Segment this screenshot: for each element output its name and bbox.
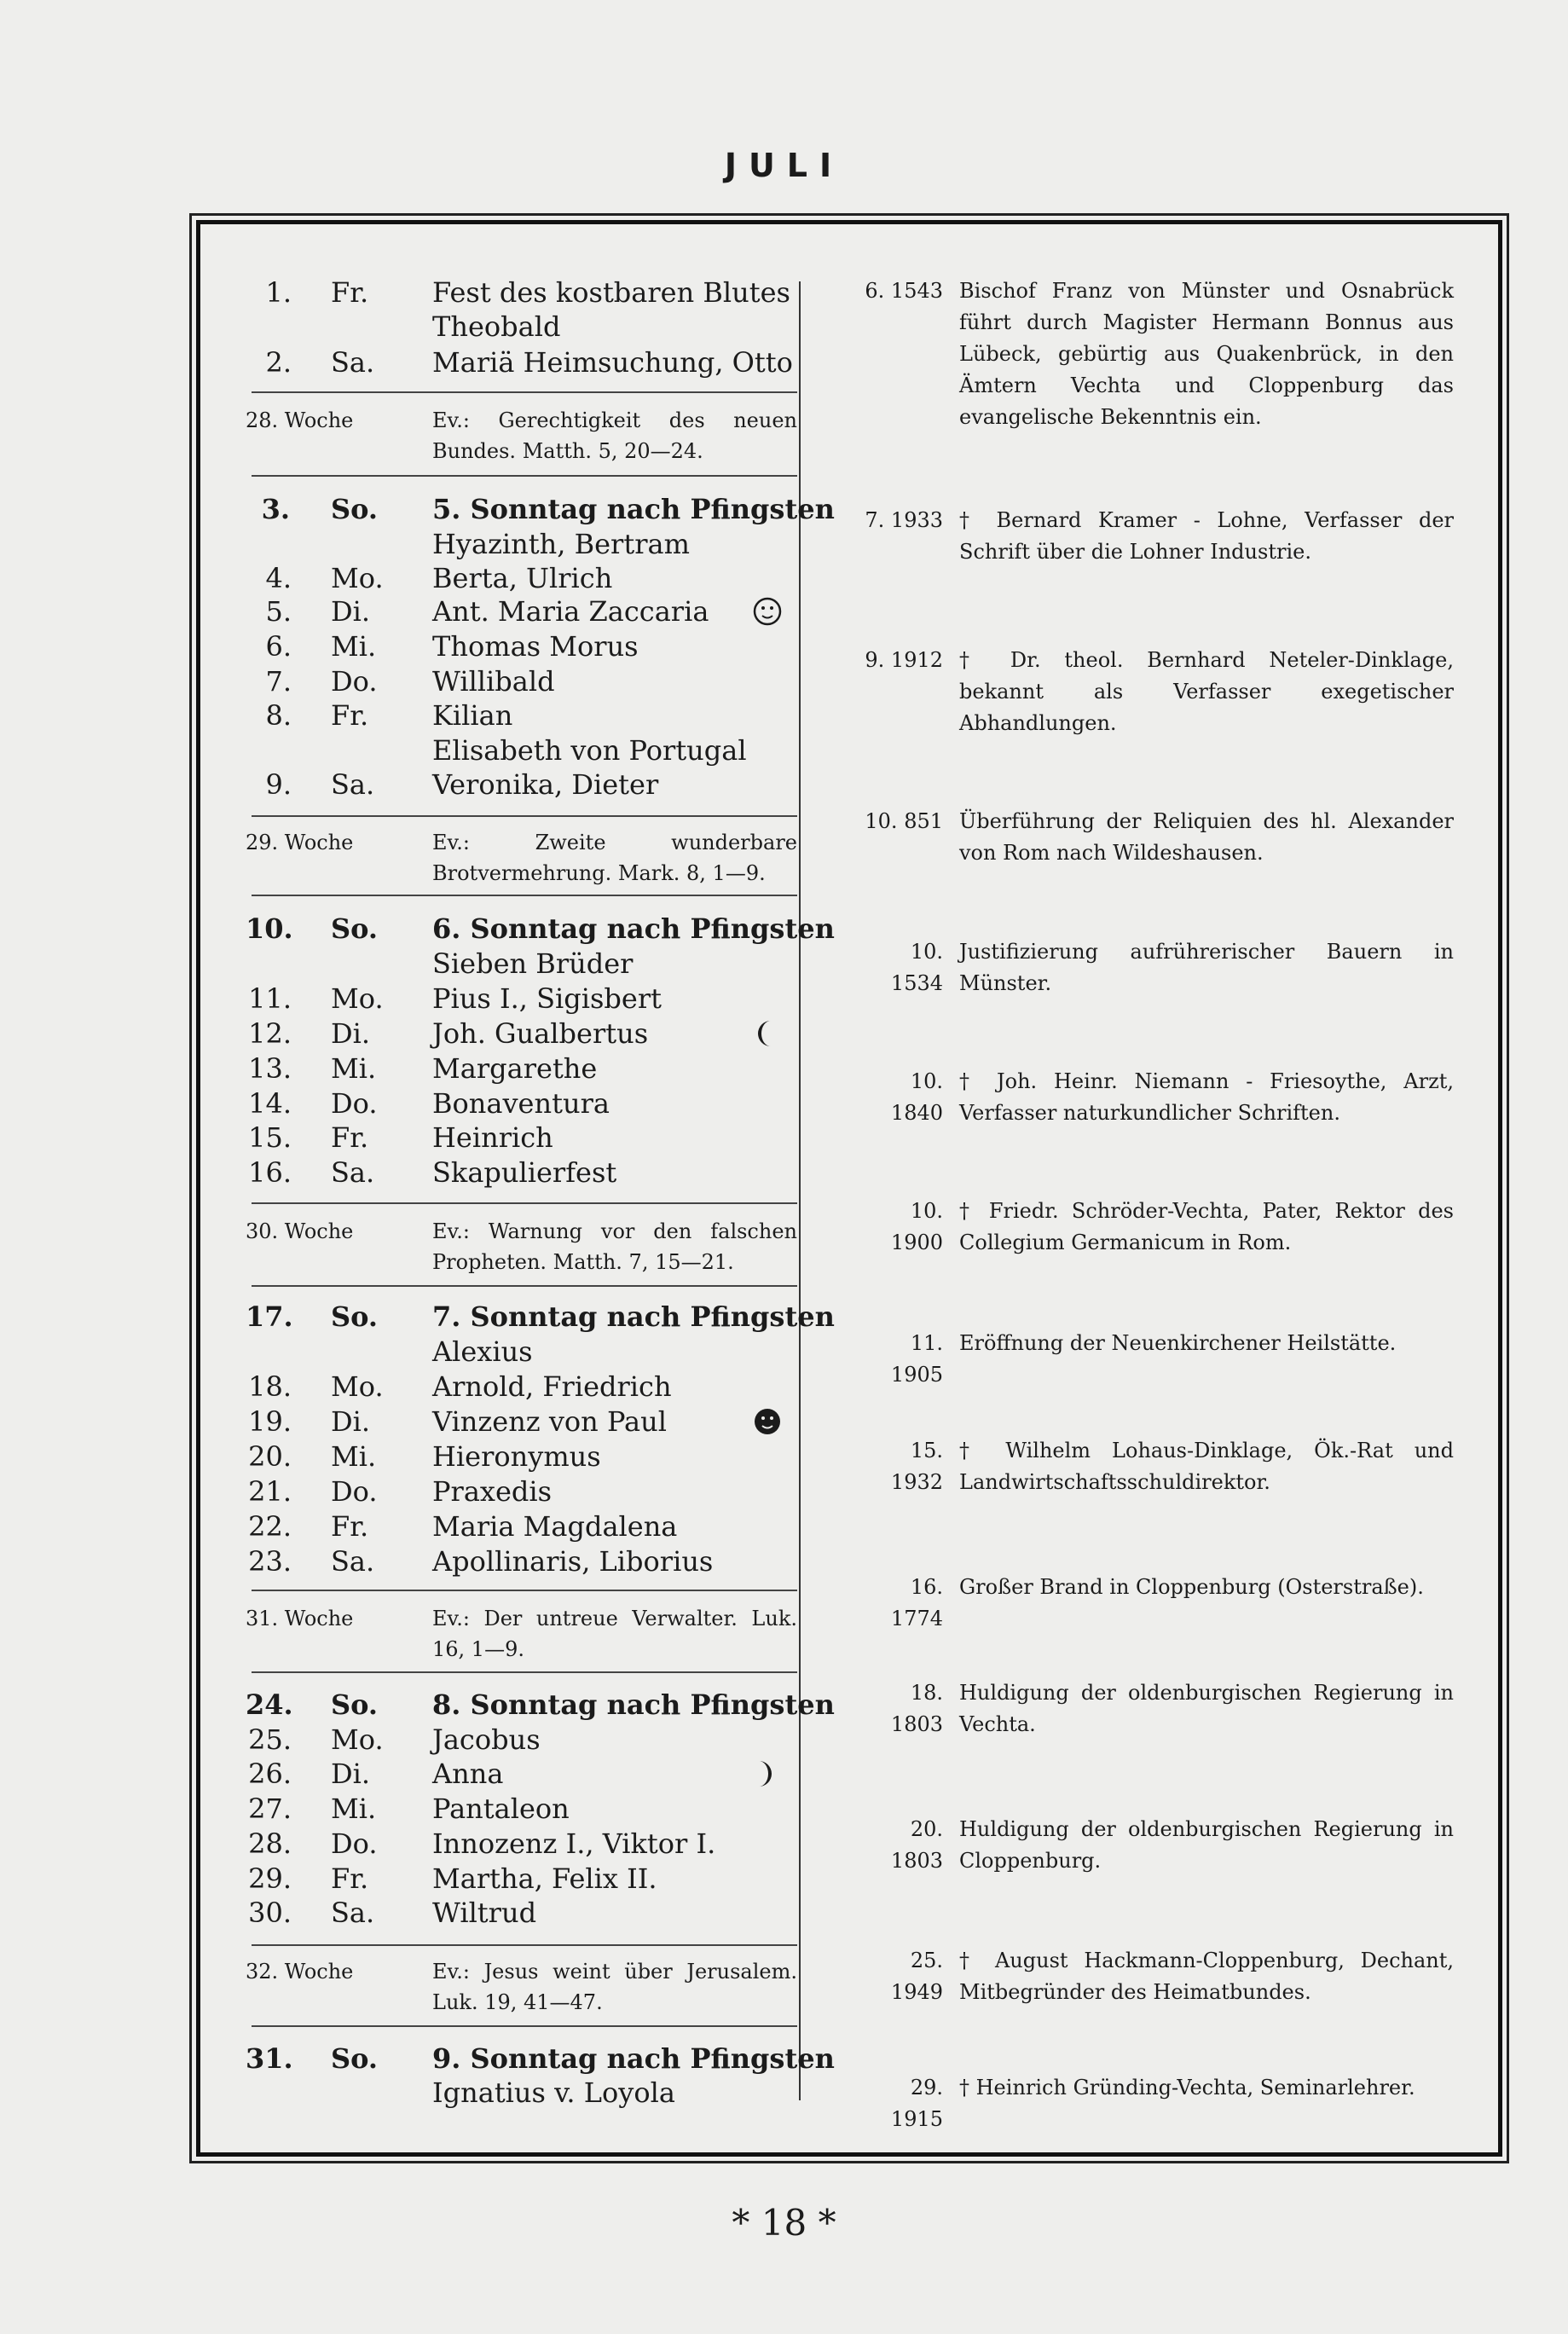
event-date: 7. 1933 (865, 508, 943, 532)
weekday: So. (331, 912, 379, 945)
day-number: 24. (246, 1688, 293, 1721)
weekday: Sa. (331, 1897, 375, 1929)
calendar-row (0, 1896, 1568, 1931)
saint-name: Willibald (432, 665, 555, 698)
day-number: 13. (248, 1052, 292, 1085)
gospel-reading: Ev.: Jesus weint über Jerusalem. Luk. 19, 41—47. (432, 1960, 797, 2014)
event-date: 10. 1900 (890, 1199, 943, 1254)
day-number: 28. (248, 1827, 292, 1860)
day-number: 25. (248, 1723, 292, 1756)
saint-name: Wiltrud (432, 1897, 537, 1929)
calendar-row (0, 1404, 1568, 1439)
saint-name: Kilian (432, 699, 513, 732)
saint-name: Berta, Ulrich (432, 562, 613, 594)
week-note (0, 1603, 1568, 1671)
weekday: Di. (331, 1758, 371, 1790)
saint-name: Mariä Heimsuchung, Otto (432, 346, 793, 379)
gospel-reading: Ev.: Warnung vor den falschen Propheten. Matth. 7, 15—21. (432, 1219, 797, 1274)
saint-name: Fest des kostbaren Blutes (432, 276, 790, 309)
day-number: 15. (248, 1121, 292, 1154)
sunday-title: 8. Sonntag nach Pfingsten (432, 1688, 835, 1721)
weekday: Mo. (331, 1370, 384, 1403)
day-number: 6. (265, 630, 292, 663)
sunday-title: 6. Sonntag nach Pfingsten (432, 912, 835, 945)
weekday: Mi. (331, 1052, 377, 1085)
day-number: 9. (265, 768, 292, 801)
week-separator-bottom (252, 1671, 797, 1673)
saint-name: Ant. Maria Zaccaria (432, 595, 709, 628)
day-number: 26. (248, 1758, 292, 1790)
event-text: † Wilhelm Lohaus-Dinklage, Ök.-Rat und Landwirtschaftsschuldirektor. (959, 1439, 1454, 1494)
weekday: Di. (331, 1405, 371, 1438)
saint-name: Sieben Brüder (432, 947, 634, 980)
weekday: So. (331, 1688, 379, 1721)
event-text: † Bernard Kramer - Lohne, Verfasser der Schrift über die Lohner Industrie. (959, 508, 1454, 564)
weekday: Sa. (331, 346, 375, 379)
gospel-reading: Ev.: Gerechtigkeit des neuen Bundes. Matth. 5, 20—24. (432, 408, 797, 463)
weekday: Mo. (331, 562, 384, 594)
day-number: 16. (248, 1156, 292, 1189)
saint-name: Pantaleon (432, 1792, 570, 1825)
event-date: 10. 1534 (890, 940, 943, 995)
week-label: 28. Woche (246, 408, 354, 432)
event-text: † Joh. Heinr. Niemann - Friesoythe, Arzt, Verfasser naturkundlicher Schriften. (959, 1069, 1454, 1125)
weekday: Sa. (331, 1545, 375, 1578)
event-text: † Dr. theol. Bernhard Neteler-Dinklage, bekannt als Verfasser exegetischer Abhandlungen. (959, 648, 1454, 735)
day-number: 21. (248, 1475, 292, 1508)
weekday: Fr. (331, 699, 369, 732)
day-number: 14. (248, 1087, 292, 1120)
week-separator-top (252, 1944, 797, 1946)
day-number: 10. (246, 912, 293, 945)
day-number: 5. (265, 595, 292, 628)
weekday: Sa. (331, 1156, 375, 1189)
event-text: Überführung der Reliquien des hl. Alexander von Rom nach Wildeshausen. (959, 809, 1454, 865)
saint-name: Heinrich (432, 1121, 553, 1154)
weekday: Mo. (331, 982, 384, 1015)
week-separator-bottom (252, 895, 797, 896)
event-text: Huldigung der oldenburgischen Regierung in Cloppenburg. (959, 1817, 1454, 1873)
weekday: Do. (331, 1087, 378, 1120)
saint-name: Apollinaris, Liborius (432, 1545, 714, 1578)
weekday: So. (331, 1300, 379, 1333)
day-number: 18. (248, 1370, 292, 1403)
day-number: 8. (265, 699, 292, 732)
calendar-row (0, 1016, 1568, 1051)
event-date: 15. 1932 (890, 1439, 943, 1494)
event-text: † August Hackmann-Cloppenburg, Dechant, Mitbegründer des Heimatbundes. (959, 1949, 1454, 2004)
event-text: Huldigung der oldenburgischen Regierung in Vechta. (959, 1681, 1454, 1736)
weekday: Fr. (331, 1121, 369, 1154)
day-number: 7. (265, 665, 292, 698)
day-number: 30. (248, 1897, 292, 1929)
saint-name: Hieronymus (432, 1440, 601, 1473)
event-date: 25. 1949 (890, 1949, 943, 2004)
saint-name: Maria Magdalena (432, 1510, 678, 1543)
calendar-row (0, 1757, 1568, 1792)
day-number: 2. (265, 346, 292, 379)
saint-name: Hyazinth, Bertram (432, 528, 690, 560)
saint-name: Skapulierfest (432, 1156, 617, 1189)
weekday: Fr. (331, 276, 369, 309)
day-number: 17. (246, 1300, 293, 1333)
event-date: 10. 1840 (890, 1069, 943, 1125)
week-separator-top (252, 1590, 797, 1591)
week-separator-bottom (252, 2025, 797, 2027)
calendar-row (0, 767, 1568, 802)
page-title: JULI (724, 147, 844, 184)
gospel-reading: Ev.: Der untreue Verwalter. Luk. 16, 1—9. (432, 1607, 797, 1661)
event-date: 29. 1915 (890, 2076, 943, 2131)
event-text: † Heinrich Gründing-Vechta, Seminarlehrer. (959, 2076, 1415, 2099)
weekday: So. (331, 2042, 379, 2075)
week-label: 30. Woche (246, 1219, 354, 1243)
weekday: Fr. (331, 1862, 369, 1895)
saint-name: Pius I., Sigisbert (432, 982, 662, 1015)
week-separator-top (252, 815, 797, 817)
week-separator-top (252, 1202, 797, 1204)
event-date: 11. 1905 (890, 1331, 943, 1387)
saint-name: Veronika, Dieter (432, 768, 659, 801)
weekday: Do. (331, 665, 378, 698)
page-number: * 18 * (732, 2202, 836, 2244)
day-number: 1. (265, 276, 292, 309)
saint-name: Vinzenz von Paul (432, 1405, 667, 1438)
weekday: Fr. (331, 1510, 369, 1543)
day-number: 22. (248, 1510, 292, 1543)
event-text: Großer Brand in Cloppenburg (Osterstraße). (959, 1575, 1424, 1599)
weekday: Di. (331, 595, 371, 628)
calendar-row (0, 1155, 1568, 1190)
event-text: Justifizierung aufrührerischer Bauern in Münster. (959, 940, 1454, 995)
weekday: Do. (331, 1475, 378, 1508)
event-text: Eröffnung der Neuenkirchener Heilstätte. (959, 1331, 1397, 1355)
saint-name: Anna (432, 1758, 504, 1790)
week-separator-bottom (252, 475, 797, 477)
week-label: 31. Woche (246, 1607, 354, 1630)
event-date: 6. 1543 (865, 279, 943, 303)
saint-name: Innozenz I., Viktor I. (432, 1827, 716, 1860)
day-number: 11. (248, 982, 292, 1015)
saint-name: Bonaventura (432, 1087, 610, 1120)
saint-name: Jacobus (432, 1723, 541, 1756)
day-number: 23. (248, 1545, 292, 1578)
saint-name: Praxedis (432, 1475, 553, 1508)
day-number: 20. (248, 1440, 292, 1473)
event-text: † Friedr. Schröder-Vechta, Pater, Rektor des Collegium Germanicum in Rom. (959, 1199, 1454, 1254)
sunday-title: 9. Sonntag nach Pfingsten (432, 2042, 835, 2075)
event-date: 16. 1774 (890, 1575, 943, 1630)
weekday: Sa. (331, 768, 375, 801)
week-label: 29. Woche (246, 831, 354, 854)
weekday: Di. (331, 1017, 371, 1050)
event-date: 18. 1803 (890, 1681, 943, 1736)
saint-name: Theobald (432, 310, 561, 343)
saint-name: Ignatius v. Loyola (432, 2076, 675, 2109)
saint-name: Arnold, Friedrich (432, 1370, 672, 1403)
day-number: 4. (265, 562, 292, 594)
week-separator-bottom (252, 1285, 797, 1287)
event-date: 10. 851 (865, 809, 943, 833)
calendar-row (0, 1370, 1568, 1404)
weekday: Mi. (331, 1440, 377, 1473)
calendar-row (0, 2042, 1568, 2076)
day-number: 12. (248, 1017, 292, 1050)
day-number: 3. (261, 493, 290, 525)
saint-name: Thomas Morus (432, 630, 639, 663)
saint-name: Martha, Felix II. (432, 1862, 657, 1895)
event-date: 20. 1803 (890, 1817, 943, 1873)
day-number: 19. (248, 1405, 292, 1438)
calendar-row (0, 1509, 1568, 1544)
weekday: Mi. (331, 630, 377, 663)
day-number: 31. (246, 2042, 293, 2075)
saint-name: Alexius (432, 1335, 533, 1368)
day-number: 29. (248, 1862, 292, 1895)
saint-name: Margarethe (432, 1052, 598, 1085)
weekday: Mi. (331, 1792, 377, 1825)
saint-name: Joh. Gualbertus (432, 1017, 649, 1050)
week-label: 32. Woche (246, 1960, 354, 1984)
sunday-title: 5. Sonntag nach Pfingsten (432, 493, 835, 525)
saint-name: Elisabeth von Portugal (432, 734, 747, 767)
event-date: 9. 1912 (865, 648, 943, 672)
sunday-title: 7. Sonntag nach Pfingsten (432, 1300, 835, 1333)
event-text: Bischof Franz von Münster und Osnabrück führt durch Magister Hermann Bonnus aus Lübeck, gebürtig aus Quakenbrück, in den Ämtern Vechta und Cloppenburg das evangelische Bekenntnis ein. (959, 279, 1454, 429)
day-number: 27. (248, 1792, 292, 1825)
weekday: Do. (331, 1827, 378, 1860)
weekday: So. (331, 493, 379, 525)
week-separator-top (252, 391, 797, 393)
calendar-row (0, 594, 1568, 629)
weekday: Mo. (331, 1723, 384, 1756)
gospel-reading: Ev.: Zweite wunderbare Brotvermehrung. Mark. 8, 1—9. (432, 831, 797, 885)
